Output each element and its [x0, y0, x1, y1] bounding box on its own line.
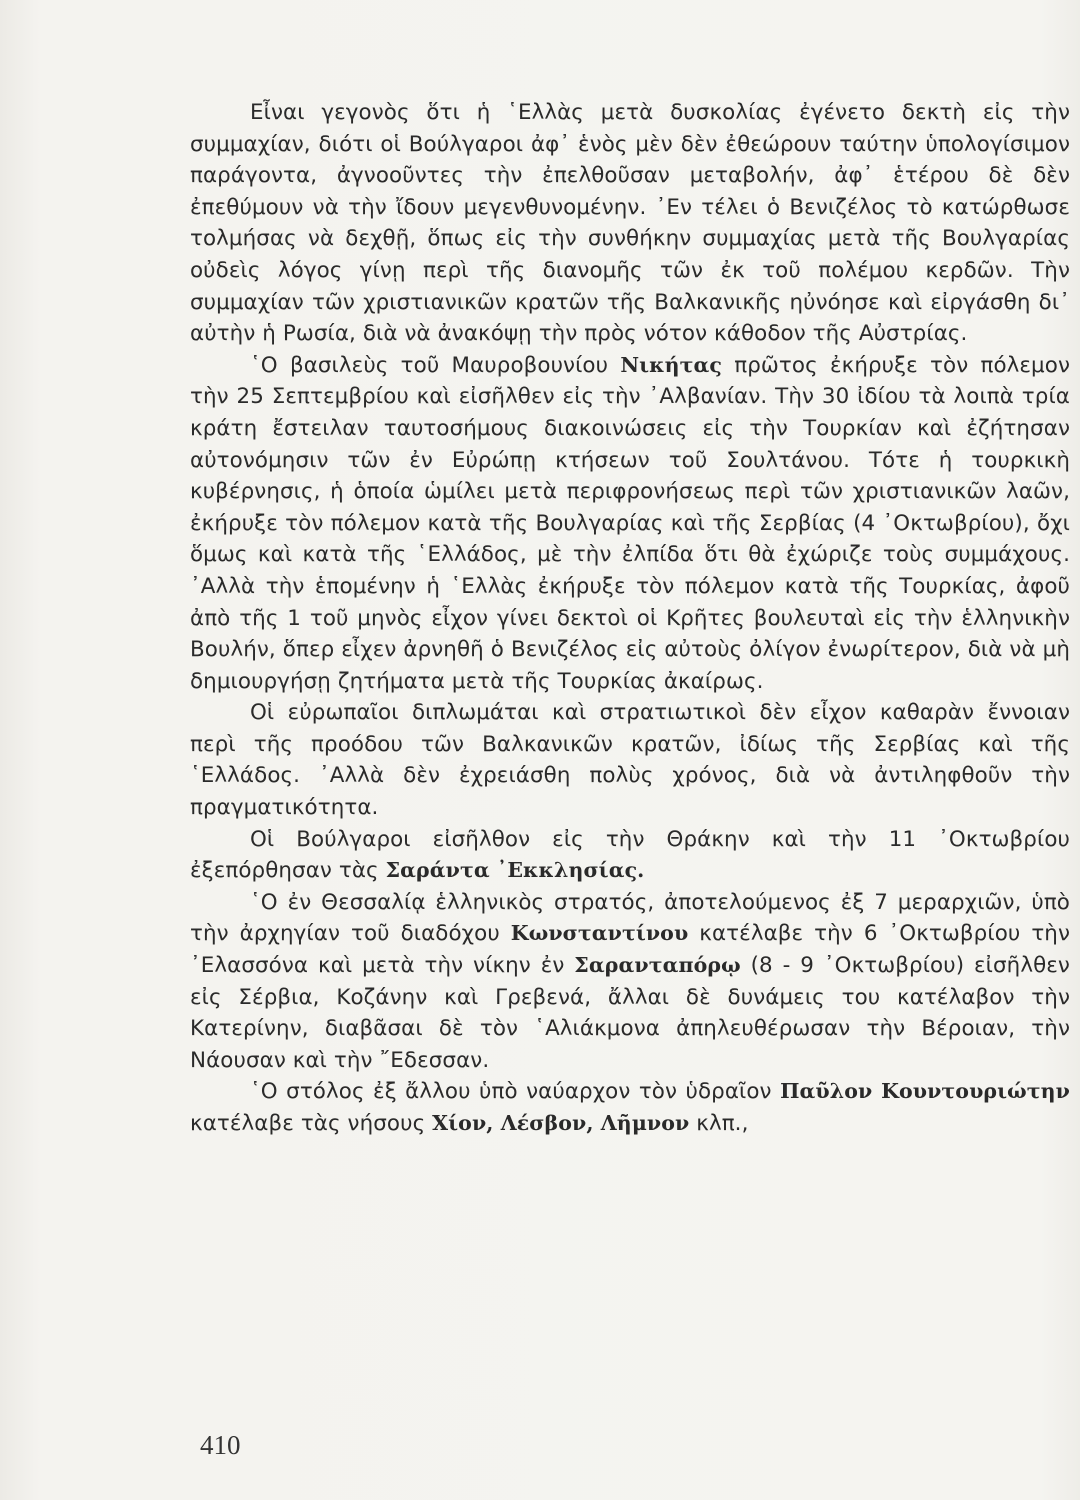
text-run: κατέλαβε τὰς νήσους	[190, 1111, 433, 1136]
bold-name: Χίον, Λέσβον, Λῆμνον	[432, 1111, 690, 1135]
page-number: 410	[200, 1430, 241, 1460]
text-run: Εἶναι γεγονὸς ὅτι ἡ ῾Ελλὰς μετὰ δυσκολίας ἐγένετο δεκτὴ εἰς τὴν συμμαχίαν, διότι οἱ Βούλγαροι ἀφ᾽ ἑνὸς μὲν δὲν ἐθεώρουν ταύτην ὑπολογίσιμον παράγοντα, ἀγνοοῦντες τὴν ἐπελθοῦσαν μεταβολήν, ἀφ᾽ ἑτέρου δὲ δὲν ἐπεθύμουν νὰ τὴν ἴδουν μεγενθυνομένην. ᾽Εν τέλει ὁ Βενιζέλος τὸ κατώρθωσε τολμήσας νὰ δεχθῇ, ὅπως εἰς τὴν συνθήκην συμμαχίας μετὰ τῆς Βουλγαρίας οὐδεὶς λόγος γίνῃ περὶ τῆς διανομῆς τῶν ἐκ τοῦ πολέμου κερδῶν. Τὴν συμμαχίαν τῶν χριστιανικῶν κρατῶν τῆς Βαλκανικῆς ηὐνόησε καὶ εἰργάσθη δι᾽ αὐτὴν ἡ Ρωσία, διὰ νὰ ἀνακόψῃ τὴν πρὸς νότον κάθοδον τῆς Αὐστρίας.	[190, 100, 1070, 347]
text-run: ῾Ο στόλος ἐξ ἄλλου ὑπὸ ναύαρχον τὸν ὑδραῖον	[250, 1079, 781, 1105]
paragraph	[190, 824, 1070, 887]
paragraph	[190, 350, 1070, 698]
text-run: ῾Ο βασιλεὺς τοῦ Μαυροβουνίου	[250, 352, 621, 378]
text-run: ῾Ο ἐν Θεσσαλίᾳ ἑλληνικὸς στρατός, ἀποτελούμενος ἐξ 7 μεραρχιῶν, ὑπὸ τὴν ἀρχηγίαν τοῦ διαδόχου	[190, 889, 1070, 947]
paragraph	[190, 697, 1070, 823]
text-run: κατέλαβε τὴν 6 ᾽Οκτωβρίου τὴν ᾽Ελασσόνα καὶ μετὰ τὴν νίκην ἐν	[190, 921, 1071, 979]
bold-name: Κωνσταντίνου	[510, 921, 689, 946]
text-run: (8 - 9 ᾽Οκτωβρίου) εἰσῆλθεν εἰς Σέρβια, Κοζάνην καὶ Γρεβενά, ἄλλαι δὲ δυνάμεις του κατέλαβον τὴν Κατερίνην, διαβᾶσαι δὲ τὸν ῾Αλιάκμονα ἀπηλευθέρωσαν τὴν Βέροιαν, τὴν Νάουσαν καὶ τὴν ῎Εδεσσαν.	[190, 953, 1070, 1073]
bold-name: Παῦλον Κουντουριώτην	[780, 1079, 1070, 1104]
text-run: πρῶτος ἐκήρυξε τὸν πόλεμον τὴν 25 Σεπτεμβρίου καὶ εἰσῆλθεν εἰς τὴν ᾽Αλβανίαν. Τὴν 30 ἰδίου τὰ λοιπὰ τρία κράτη ἔστειλαν ταυτοσήμους διακοινώσεις εἰς τὴν Τουρκίαν καὶ ἐζήτησαν αὐτονόμησιν τῶν ἐν Εὐρώπῃ κτήσεων τοῦ Σουλτάνου. Τότε ἡ τουρκικὴ κυβέρνησις, ἡ ὁποία ὡμίλει μετὰ περιφρονήσεως περὶ τῶν χριστιανικῶν λαῶν, ἐκήρυξε τὸν πόλεμον κατὰ τῆς Βουλγαρίας καὶ τῆς Σερβίας (4 ᾽Οκτωβρίου), ὄχι ὅμως καὶ κατὰ τῆς ῾Ελλάδος, μὲ τὴν ἐλπίδα ὅτι θὰ ἐχώριζε τοὺς συμμάχους. ᾽Αλλὰ τὴν ἑπομένην ἡ ῾Ελλὰς ἐκήρυξε τὸν πόλεμον κατὰ τῆς Τουρκίας, ἀφοῦ ἀπὸ τῆς 1 τοῦ μηνὸς εἶχον γίνει δεκτοὶ οἱ Κρῆτες βουλευταὶ εἰς τὴν ἑλληνικὴν Βουλήν, ὅπερ εἶχεν ἀρνηθῆ ὁ Βενιζέλος εἰς αὐτοὺς ὀλίγον ἐνωρίτερον, διὰ νὰ μὴ δημιουργήσῃ ζητήματα μετὰ τῆς Τουρκίας ἀκαίρως.	[190, 352, 1070, 694]
paragraph	[190, 97, 1070, 350]
text-run: Οἱ εὐρωπαῖοι διπλωμάται καὶ στρατιωτικοὶ δὲν εἶχον καθαρὰν ἔννοιαν περὶ τῆς προόδου τῶν Βαλκανικῶν κρατῶν, ἰδίως τῆς Σερβίας καὶ τῆς ῾Ελλάδος. ᾽Αλλὰ δὲν ἐχρειάσθη πολὺς χρόνος, διὰ νὰ ἀντιληφθοῦν τὴν πραγματικότητα.	[190, 700, 1070, 821]
bold-name: Σαρανταπόρῳ	[574, 953, 741, 978]
text-run: Οἱ Βούλγαροι εἰσῆλθον εἰς τὴν Θράκην καὶ τὴν 11 ᾽Οκτωβρίου ἐξεπόρθησαν τὰς	[190, 826, 1070, 884]
bold-name: Νικήτας	[620, 352, 723, 377]
body-text	[190, 97, 1070, 1140]
paragraph	[190, 1076, 1070, 1139]
text-run: κλπ.,	[689, 1111, 749, 1136]
bold-name: Σαράντα ᾽Εκκλησίας.	[385, 858, 645, 883]
paragraph	[190, 887, 1070, 1077]
